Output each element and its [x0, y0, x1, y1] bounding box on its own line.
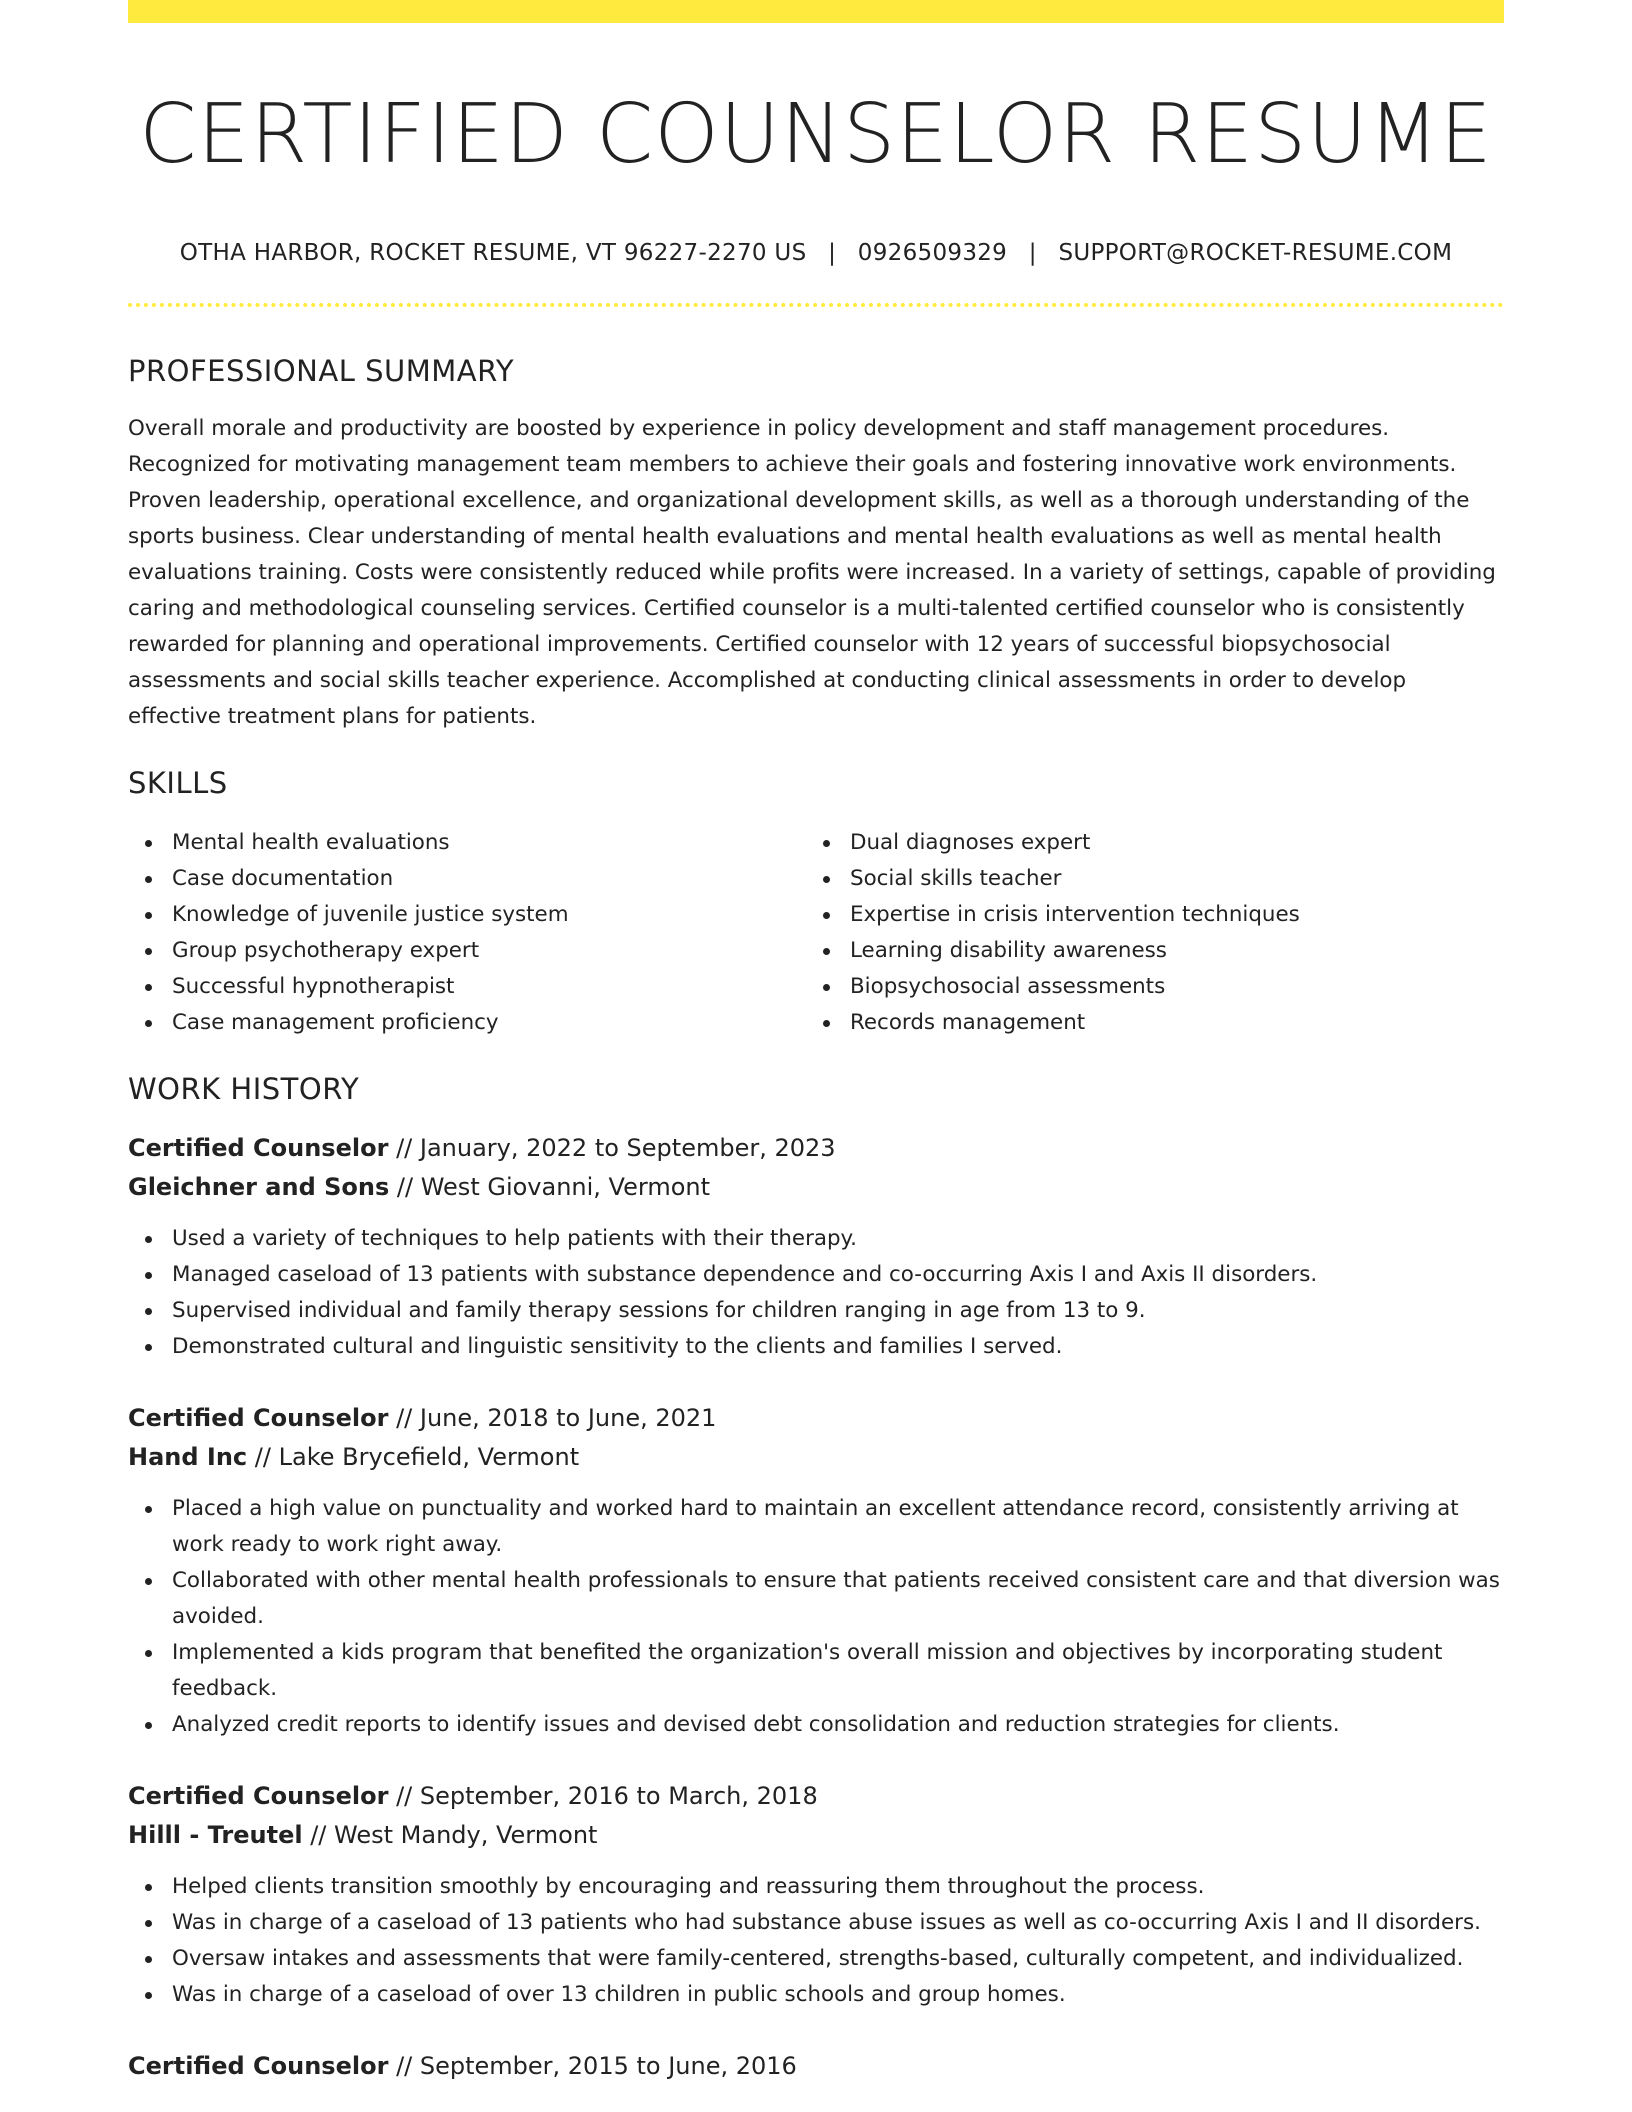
job-dates: January, 2022 to September, 2023 [419, 1134, 836, 1162]
skills-column-left [128, 825, 806, 1041]
skills-column-right [806, 825, 1504, 1041]
skill-item: Mental health evaluations [172, 825, 806, 861]
resume-title: CERTIFIED COUNSELOR RESUME [139, 87, 1493, 182]
skill-item: Dual diagnoses expert [850, 825, 1504, 861]
skill-item: Social skills teacher [850, 861, 1504, 897]
job-title: Certified Counselor [128, 1782, 389, 1810]
skill-item: Learning disability awareness [850, 933, 1504, 969]
skills-heading: SKILLS [128, 766, 228, 800]
job-duty-item: Oversaw intakes and assessments that were family-centered, strengths-based, culturally competent, and individualized. [172, 1941, 1504, 1977]
job-entry [128, 1777, 1504, 2013]
job-title: Certified Counselor [128, 1134, 389, 1162]
job-separator: // [254, 1443, 271, 1471]
job-duties-list [128, 1221, 1504, 1365]
job-title-line [128, 1777, 1504, 1816]
job-duty-item: Implemented a kids program that benefited the organization's overall mission and objectives by incorporating student feedback. [172, 1635, 1504, 1707]
job-duties-list [128, 1869, 1504, 2013]
skill-item: Expertise in crisis intervention techniques [850, 897, 1504, 933]
job-title: Certified Counselor [128, 1404, 389, 1432]
job-duty-item: Used a variety of techniques to help patients with their therapy. [172, 1221, 1504, 1257]
skill-item: Case documentation [172, 861, 806, 897]
work-history-list [128, 1129, 1504, 2086]
job-duty-item: Supervised individual and family therapy sessions for children ranging in age from 13 to 9. [172, 1293, 1504, 1329]
skill-item: Knowledge of juvenile justice system [172, 897, 806, 933]
job-company-line [128, 1168, 1504, 1207]
summary-heading: PROFESSIONAL SUMMARY [128, 354, 515, 388]
job-dates: September, 2015 to June, 2016 [419, 2052, 797, 2080]
contact-separator: | [1028, 240, 1037, 266]
job-company: Gleichner and Sons [128, 1173, 390, 1201]
resume-page [128, 0, 1504, 2086]
job-company: Hilll - Treutel [128, 1821, 303, 1849]
job-duty-item: Was in charge of a caseload of 13 patients who had substance abuse issues as well as co-occurring Axis I and II disorders. [172, 1905, 1504, 1941]
job-duty-item: Collaborated with other mental health professionals to ensure that patients received consistent care and that diversion was avoided. [172, 1563, 1504, 1635]
job-company: Hand Inc [128, 1443, 248, 1471]
job-dates: September, 2016 to March, 2018 [419, 1782, 818, 1810]
job-dates: June, 2018 to June, 2021 [419, 1404, 717, 1432]
job-duty-item: Analyzed credit reports to identify issues and devised debt consolidation and reduction strategies for clients. [172, 1707, 1504, 1743]
skill-item: Biopsychosocial assessments [850, 969, 1504, 1005]
job-duty-item: Placed a high value on punctuality and worked hard to maintain an excellent attendance record, consistently arriving at work ready to work right away. [172, 1491, 1504, 1563]
job-title-line [128, 1399, 1504, 1438]
summary-text: Overall morale and productivity are boosted by experience in policy development and staff management procedures. Recognized for motivating management team members to achieve their goals and fostering innovative work environments. Proven leadership, operational excellence, and organizational development skills, as well as a thorough understanding of the sports business. Clear understanding of mental health evaluations and mental health evaluations as well as mental health evaluations training. Costs were consistently reduced while profits were increased. In a variety of settings, capable of providing caring and methodological counseling services. Certified counselor is a multi-talented certified counselor who is consistently rewarded for planning and operational improvements. Certified counselor with 12 years of successful biopsychosocial assessments and social skills teacher experience. Accomplished at conducting clinical assessments in order to develop effective treatment plans for patients. [128, 416, 1496, 729]
job-separator: // [396, 1782, 413, 1810]
job-separator: // [310, 1821, 327, 1849]
job-entry [128, 2047, 1504, 2086]
job-duty-item: Demonstrated cultural and linguistic sensitivity to the clients and families I served. [172, 1329, 1504, 1365]
job-separator: // [396, 1173, 414, 1201]
skills-list [128, 825, 1504, 1041]
job-location: West Giovanni, Vermont [420, 1173, 711, 1201]
job-title: Certified Counselor [128, 2052, 389, 2080]
accent-top-bar [128, 0, 1504, 23]
skill-item: Successful hypnotherapist [172, 969, 806, 1005]
job-location: Lake Brycefield, Vermont [278, 1443, 580, 1471]
job-duty-item: Was in charge of a caseload of over 13 children in public schools and group homes. [172, 1977, 1504, 2013]
work-history-heading: WORK HISTORY [128, 1072, 360, 1106]
dotted-divider [128, 303, 1504, 307]
contact-email: SUPPORT@ROCKET-RESUME.COM [1058, 240, 1453, 266]
skill-item: Records management [850, 1005, 1504, 1041]
job-location: West Mandy, Vermont [334, 1821, 598, 1849]
job-separator: // [396, 1404, 413, 1432]
job-title-line [128, 2047, 1504, 2086]
contact-separator: | [828, 240, 837, 266]
contact-address: OTHA HARBOR, ROCKET RESUME, VT 96227-2270 US [179, 240, 807, 266]
job-title-line [128, 1129, 1504, 1168]
job-separator: // [396, 2052, 413, 2080]
job-company-line [128, 1816, 1504, 1855]
job-duties-list [128, 1491, 1504, 1743]
job-entry [128, 1399, 1504, 1743]
job-duty-item: Managed caseload of 13 patients with substance dependence and co-occurring Axis I and Axis II disorders. [172, 1257, 1504, 1293]
contact-line [128, 237, 1504, 269]
job-duty-item: Helped clients transition smoothly by encouraging and reassuring them throughout the process. [172, 1869, 1504, 1905]
job-separator: // [396, 1134, 413, 1162]
skill-item: Case management proficiency [172, 1005, 806, 1041]
contact-phone: 0926509329 [857, 240, 1008, 266]
job-entry [128, 1129, 1504, 1365]
job-company-line [128, 1438, 1504, 1477]
skill-item: Group psychotherapy expert [172, 933, 806, 969]
